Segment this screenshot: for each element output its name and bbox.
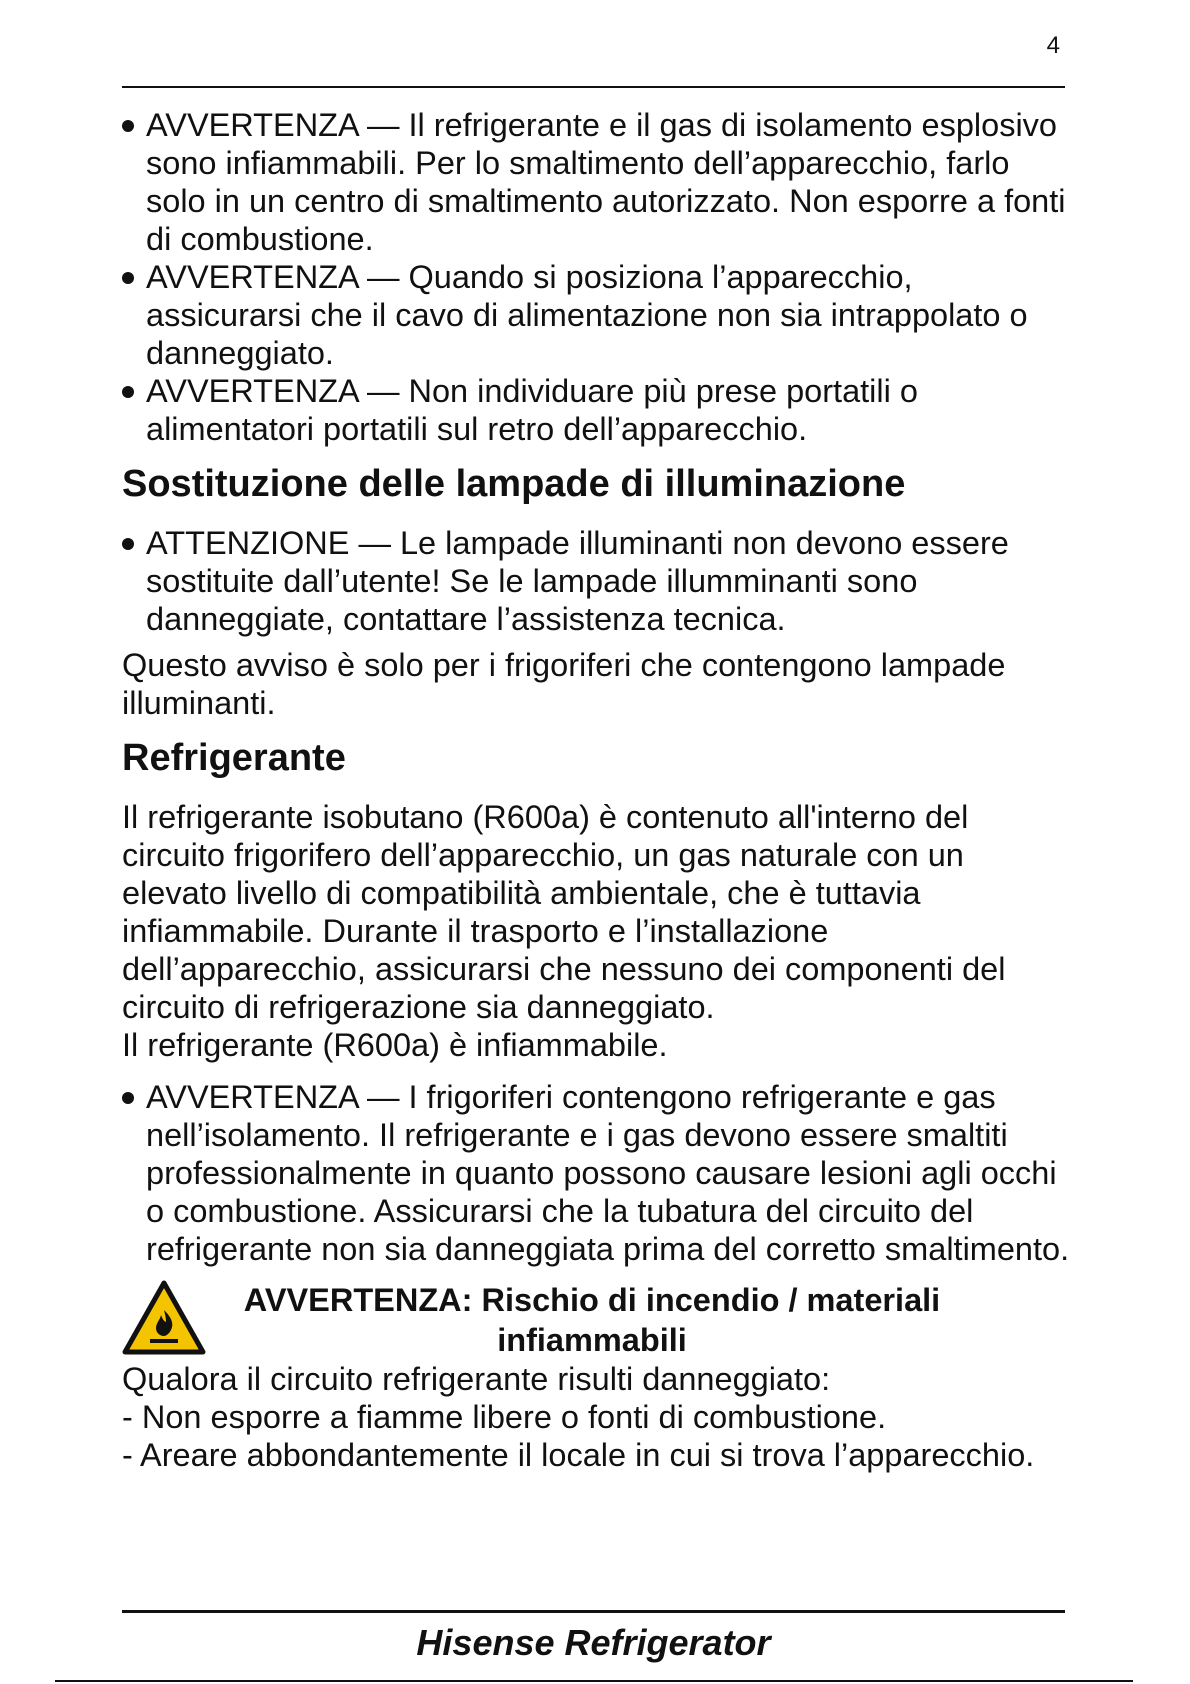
fire-warning-title [122, 1280, 972, 1360]
fire-warning-title-line1: AVVERTENZA: Rischio di incendio / materiali [243, 1282, 941, 1318]
refrigerant-paragraph: Il refrigerante isobutano (R600a) è contenuto all'interno del circuito frigorifero dell’apparecchio, un gas naturale con un elevato livello di compatibilità ambientale, che è tuttavia infiammabile. Durante il trasporto e l’installazione dell’apparecchio, assicurarsi che nessuno dei componenti del circuito di refrigerazione sia danneggiato. [122, 799, 1006, 1025]
fire-warning-title-line2: infiammabili [497, 1322, 687, 1358]
list-item [122, 1078, 1072, 1268]
lamps-note: Questo avviso è solo per i frigoriferi che contengono lampade illuminanti. [122, 647, 1006, 721]
page-content [122, 106, 1072, 1474]
bullet-icon [122, 538, 134, 550]
footer-divider [122, 1610, 1065, 1613]
warning-text: AVVERTENZA — I frigoriferi contengono refrigerante e gas nell’isolamento. Il refrigerante e i gas devono essere smaltiti professionalmente in quanto possono causare lesioni agli occhi o combustione. Assicurarsi che la tubatura del circuito del refrigerante non sia danneggiata prima del corretto smaltimento. [146, 1079, 1070, 1267]
list-item [122, 106, 1072, 258]
header-divider [122, 86, 1065, 88]
top-warnings-list [122, 106, 1072, 448]
page-bottom-divider [55, 1680, 1133, 1682]
warning-text: AVVERTENZA — Il refrigerante e il gas di isolamento esplosivo sono infiammabili. Per lo smaltimento dell’apparecchio, farlo solo in un centro di smaltimento autorizzato. Non esporre a fonti di combustione. [146, 107, 1066, 257]
list-item [122, 258, 1072, 372]
list-item [122, 524, 1072, 638]
flammable-warning-icon [122, 1280, 206, 1356]
flammable-note: Il refrigerante (R600a) è infiammabile. [122, 1027, 668, 1063]
fire-warning-step: - Areare abbondantemente il locale in cui si trova l’apparecchio. [122, 1437, 1035, 1473]
refrigerant-section-title: Refrigerante [122, 737, 346, 779]
lamps-section-title: Sostituzione delle lampade di illuminazione [122, 463, 906, 505]
list-item [122, 372, 1072, 448]
bullet-icon [122, 120, 134, 132]
fire-warning-block [122, 1280, 1072, 1360]
lamps-list [122, 524, 1072, 638]
warning-text: AVVERTENZA — Quando si posiziona l’apparecchio, assicurarsi che il cavo di alimentazione non sia intrappolato o danneggiato. [146, 259, 1028, 371]
bullet-icon [122, 1092, 134, 1104]
caution-text: ATTENZIONE — Le lampade illuminanti non devono essere sostituite dall’utente! Se le lampade illumminanti sono danneggiate, contattare l’assistenza tecnica. [146, 525, 1009, 637]
refrigerant-list [122, 1078, 1072, 1268]
bullet-icon [122, 386, 134, 398]
fire-warning-intro: Qualora il circuito refrigerante risulti danneggiato: [122, 1361, 831, 1397]
warning-text: AVVERTENZA — Non individuare più prese portatili o alimentatori portatili sul retro dell’apparecchio. [146, 373, 918, 447]
brand-footer: Hisense Refrigerator [416, 1622, 771, 1663]
page-number: 4 [1046, 32, 1060, 59]
fire-warning-step: - Non esporre a fiamme libere o fonti di combustione. [122, 1399, 887, 1435]
bullet-icon [122, 272, 134, 284]
